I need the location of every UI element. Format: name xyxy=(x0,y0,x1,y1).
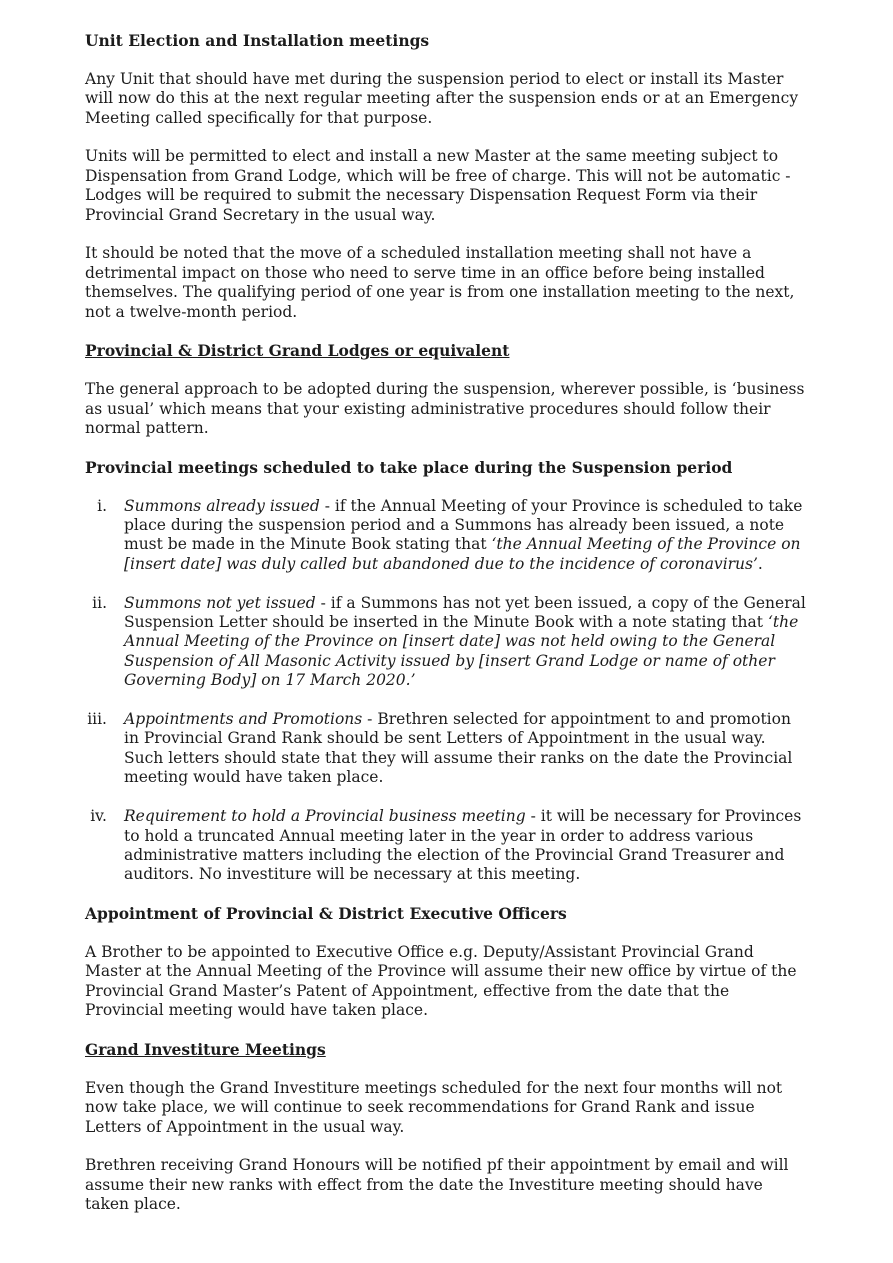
text-run: Any Unit that should have met during the suspension period to elect or install its Master will now do this at the next regular meeting after the suspension ends or at an Emergency Meeting called specifically for that purpose. xyxy=(85,69,799,127)
list-marker: iii. xyxy=(87,710,107,729)
text-run: . xyxy=(757,554,763,573)
italic-text-run: Appointments and Promotions xyxy=(124,710,363,729)
text-run: - if a Summons has not yet been issued, a copy of the General Suspension Letter should be inserted in the Minute Book with a note stating that xyxy=(124,593,806,632)
paragraph xyxy=(85,147,808,225)
paragraph xyxy=(85,380,808,438)
text-run: A Brother to be appointed to Executive Office e.g. Deputy/Assistant Provincial Grand Master at the Annual Meeting of the Province will assume their new office by virtue of the Provincial Grand Master’s Patent of Appointment, effective from the date that the Provincial meeting would have taken place. xyxy=(85,942,797,1020)
paragraph xyxy=(85,943,808,1021)
list-item xyxy=(85,497,808,575)
list-item-text xyxy=(124,807,801,883)
section-heading: Grand Investiture Meetings xyxy=(85,1039,326,1059)
italic-text-run: Requirement to hold a Provincial business meeting xyxy=(124,807,526,826)
italic-text-run: Summons already issued xyxy=(124,496,320,515)
italic-text-run: ‘the Annual Meeting of the Province on [insert date] was duly called but abandoned due to the incidence of coronavirus’ xyxy=(124,535,801,573)
paragraph xyxy=(85,70,808,128)
text-run: Brethren receiving Grand Honours will be notified pf their appointment by email and will assume their new ranks with effect from the date the Investiture meeting should have taken place. xyxy=(85,1156,789,1214)
list-item xyxy=(85,710,808,788)
text-run: Even though the Grand Investiture meetings scheduled for the next four months will not now take place, we will continue to seek recommendations for Grand Rank and issue Letters of Appointment in the usual way. xyxy=(85,1078,783,1136)
list-item-text xyxy=(124,497,802,573)
list-item xyxy=(85,594,808,691)
section-heading: Provincial & District Grand Lodges or equivalent xyxy=(85,341,510,361)
list-item-text xyxy=(124,594,806,690)
text-run: - if the Annual Meeting of your Province is scheduled to take place during the suspension period and a Summons has already been issued, a note must be made in the Minute Book stating that xyxy=(124,496,803,554)
list-item xyxy=(85,807,808,885)
paragraph xyxy=(85,1156,808,1214)
list-marker: i. xyxy=(97,496,107,515)
roman-numeral-list xyxy=(85,497,808,885)
text-run: Units will be permitted to elect and install a new Master at the same meeting subject to Dispensation from Grand Lodge, which will be free of charge. This will not be automatic - Lodges will be required to submit the necessary Dispensation Request Form via their Provincial Grand Secretary in the usual way. xyxy=(85,147,791,224)
italic-text-run: Summons not yet issued xyxy=(124,593,316,612)
section-heading: Provincial meetings scheduled to take place during the Suspension period xyxy=(85,457,733,477)
list-marker: ii. xyxy=(92,593,107,612)
italic-text-run: ‘the Annual Meeting of the Province on [insert date] was not held owing to the General Suspension of All Masonic Activity issued by [insert Grand Lodge or name of other Governing Body] on 17 March 2020.’ xyxy=(124,613,799,690)
section-heading: Unit Election and Installation meetings xyxy=(85,31,430,50)
text-run: It should be noted that the move of a scheduled installation meeting shall not have a detrimental impact on those who need to serve time in an office before being installed themselves. The qualifying period of one year is from one installation meeting to the next, not a twelve-month period. xyxy=(85,244,795,321)
text-run: The general approach to be adopted during the suspension, wherever possible, is ‘business as usual’ which means that your existing administrative procedures should follow their normal pattern. xyxy=(85,380,805,438)
list-item-text xyxy=(124,710,792,786)
list-marker: iv. xyxy=(90,807,107,826)
paragraph xyxy=(85,244,808,322)
text-run: - it will be necessary for Provinces to hold a truncated Annual meeting later in the year in order to address various administrative matters including the election of the Provincial Grand Treasurer and auditors. No investiture will be necessary at this meeting. xyxy=(124,807,802,884)
text-run: - Brethren selected for appointment to and promotion in Provincial Grand Rank should be sent Letters of Appointment in the usual way. Such letters should state that they will assume their ranks on the date the Provincial meeting would have taken place. xyxy=(124,710,793,787)
section-heading: Appointment of Provincial & District Executive Officers xyxy=(85,904,567,924)
paragraph xyxy=(85,1079,808,1137)
